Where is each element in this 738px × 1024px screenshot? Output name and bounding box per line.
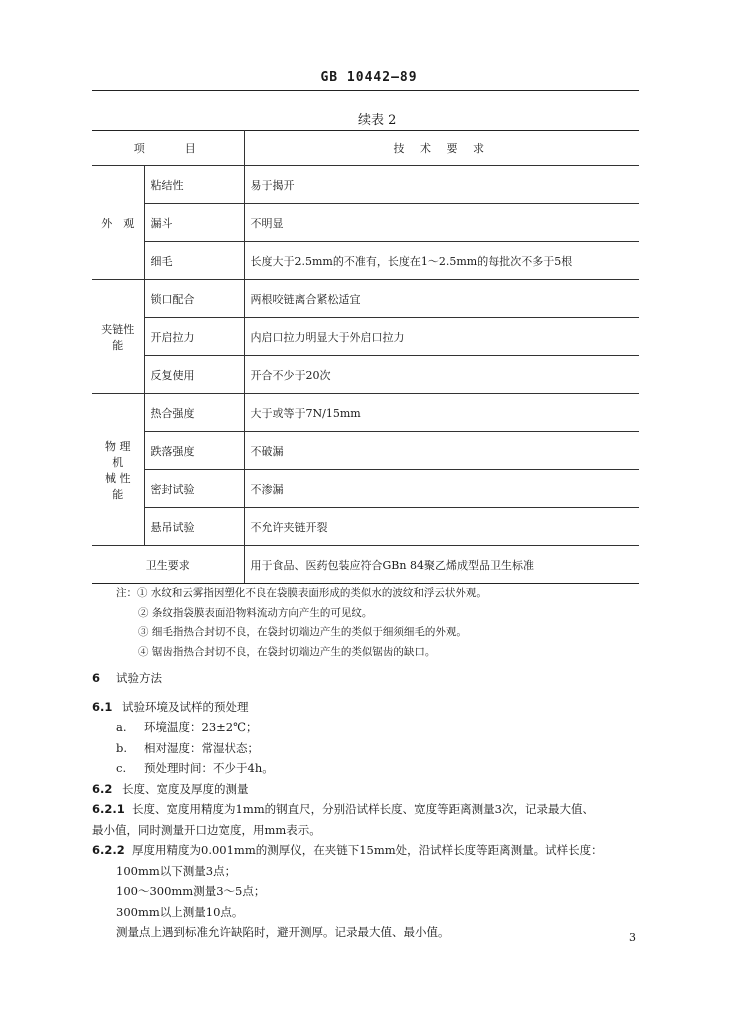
table-row <box>92 432 639 470</box>
table-row <box>92 166 639 204</box>
table-row <box>92 470 639 508</box>
item-cell: 粘结性 <box>144 166 244 204</box>
item-cell: 漏斗 <box>144 204 244 242</box>
note-item: ② 条纹指袋膜表面沿物料流动方向产生的可见纹。 <box>138 606 373 619</box>
req-cell: 大于或等于7N/15mm <box>244 394 639 432</box>
list-item: 预处理时间：不少于4h。 <box>144 761 274 775</box>
list-label: a. <box>116 720 127 734</box>
section-6 <box>92 668 652 943</box>
note-item: ① 水纹和云雾指因塑化不良在袋膜表面形成的类似水的波纹和浮云状外观。 <box>137 587 487 599</box>
list-item: 300mm以上测量10点。 <box>116 904 244 919</box>
page-number: 3 <box>629 931 636 944</box>
subsection-title: 长度、宽度及厚度的测量 <box>122 781 249 796</box>
clause-text: 长度、宽度用精度为1mm的钢直尺，分别沿试样长度、宽度等距离测量3次，记录最大值、 <box>132 802 594 816</box>
item-cell: 锁口配合 <box>144 280 244 318</box>
table-row-hygiene <box>92 546 639 584</box>
table-row <box>92 242 639 280</box>
req-cell: 内启口拉力明显大于外启口拉力 <box>244 318 639 356</box>
header-rule <box>92 90 639 91</box>
list-item: 环境温度：23±2℃； <box>144 720 258 734</box>
section-title: 试验方法 <box>116 671 162 685</box>
clause-text: 测量点上遇到标准允许缺陷时，避开测厚。记录最大值、最小值。 <box>116 925 450 939</box>
note-item: ④ 锯齿指热合封切不良，在袋封切端边产生的类似锯齿的缺口。 <box>138 645 436 658</box>
table-row <box>92 318 639 356</box>
table-row <box>92 508 639 546</box>
list-label: b. <box>116 740 128 755</box>
req-cell: 易于揭开 <box>244 166 639 204</box>
list-label: c. <box>116 761 127 775</box>
req-cell: 开合不少于20次 <box>244 356 639 394</box>
list-item: 100～300mm测量3～5点； <box>116 884 266 898</box>
col-header-item: 项 目 <box>92 131 244 166</box>
item-cell: 卫生要求 <box>92 546 244 584</box>
clause-number: 6.2.2 <box>92 843 125 857</box>
table-notes <box>116 584 487 662</box>
item-cell: 悬吊试验 <box>144 508 244 546</box>
table-header-row <box>92 131 639 166</box>
item-cell: 反复使用 <box>144 356 244 394</box>
item-cell: 开启拉力 <box>144 318 244 356</box>
clause-number: 6.2.1 <box>92 802 125 816</box>
req-cell: 不明显 <box>244 204 639 242</box>
req-cell: 长度大于2.5mm的不准有，长度在1～2.5mm的每批次不多于5根 <box>244 242 639 280</box>
subsection-number: 6.1 <box>92 699 113 714</box>
list-item: 相对湿度：常湿状态； <box>144 740 259 755</box>
subsection-title: 试验环境及试样的预处理 <box>122 699 249 714</box>
req-cell: 用于食品、医药包装应符合GBn 84聚乙烯成型品卫生标准 <box>244 546 639 584</box>
table-row <box>92 280 639 318</box>
table-caption: 续表 2 <box>358 113 397 128</box>
spec-table <box>92 130 639 584</box>
standard-code: GB 10442—89 <box>320 70 418 85</box>
note-item: ③ 细毛指热合封切不良，在袋封切端边产生的类似于细须细毛的外观。 <box>138 626 467 638</box>
section-number: 6 <box>92 671 101 685</box>
group-zipper: 夹链性能 <box>92 280 144 394</box>
group-mechanical-line2: 械 性 能 <box>105 471 131 501</box>
item-cell: 细毛 <box>144 242 244 280</box>
item-cell: 热合强度 <box>144 394 244 432</box>
group-appearance: 外 观 <box>92 166 144 280</box>
req-cell: 不破漏 <box>244 432 639 470</box>
group-mechanical <box>92 394 144 546</box>
req-cell: 不渗漏 <box>244 470 639 508</box>
group-mechanical-line1: 物 理 机 <box>105 439 131 469</box>
item-cell: 跌落强度 <box>144 432 244 470</box>
subsection-number: 6.2 <box>92 781 113 796</box>
notes-label: 注： <box>116 587 137 599</box>
table-row <box>92 204 639 242</box>
clause-text: 厚度用精度为0.001mm的测厚仪，在夹链下15mm处，沿试样长度等距离测量。试样长度： <box>132 843 603 857</box>
req-cell: 两根咬链离合紧松适宜 <box>244 280 639 318</box>
item-cell: 密封试验 <box>144 470 244 508</box>
list-item: 100mm以下测量3点； <box>116 863 237 878</box>
col-header-requirement: 技 术 要 求 <box>244 131 639 166</box>
req-cell: 不允许夹链开裂 <box>244 508 639 546</box>
clause-text: 最小值，同时测量开口边宽度，用mm表示。 <box>92 822 321 837</box>
table-row <box>92 394 639 432</box>
table-row <box>92 356 639 394</box>
